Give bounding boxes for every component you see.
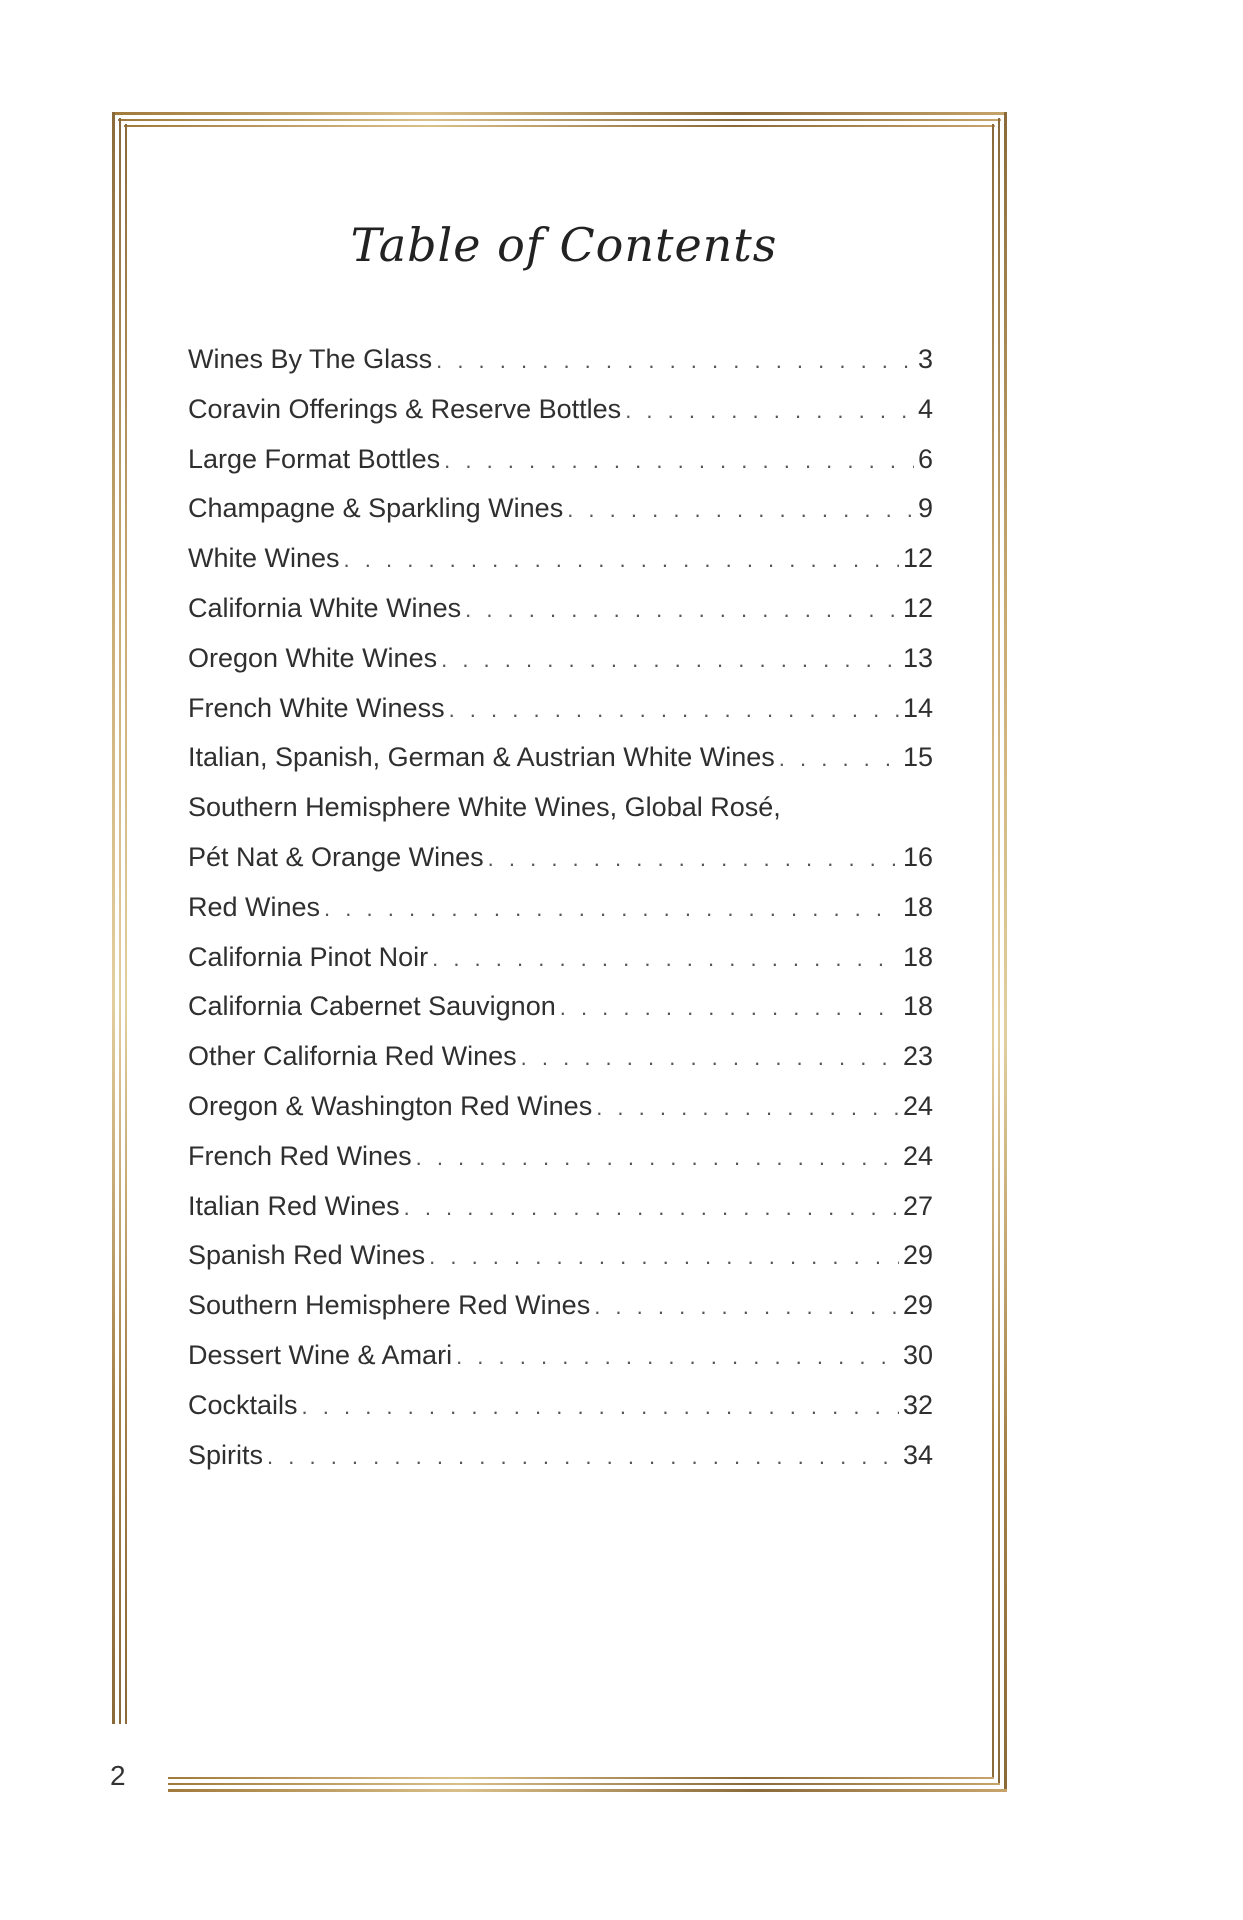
toc-entry-title: White Wines xyxy=(188,543,340,574)
toc-entry-page: 23 xyxy=(902,1041,933,1072)
toc-entry[interactable] xyxy=(188,335,933,385)
toc-entry-title: Champagne & Sparkling Wines xyxy=(188,493,564,524)
toc-entry-title: Southern Hemisphere White Wines, Global Rosé, xyxy=(188,792,781,823)
toc-dot-leader xyxy=(560,983,899,1033)
toc-entry[interactable] xyxy=(188,1182,933,1232)
toc-entry-title: Wines By The Glass xyxy=(188,344,433,374)
toc-dot-leader xyxy=(567,485,914,535)
toc-entry-page: 16 xyxy=(902,841,933,872)
toc-dot-leader xyxy=(344,535,899,585)
toc-dot-leader xyxy=(441,635,899,685)
toc-dot-leader xyxy=(416,1133,899,1183)
toc-entry-title: Cocktails xyxy=(188,1389,298,1420)
toc-entry-title: Italian Red Wines xyxy=(188,1190,400,1221)
page-title: Table of Contents xyxy=(350,218,778,272)
toc-entry-title: California Pinot Noir xyxy=(188,941,429,972)
toc-dot-leader xyxy=(302,1382,899,1432)
toc-entry-title: Dessert Wine & Amari xyxy=(188,1339,453,1370)
toc-entry-title: California Cabernet Sauvignon xyxy=(188,991,556,1022)
toc-entry-title: Southern Hemisphere Red Wines xyxy=(188,1290,591,1321)
toc-dot-leader xyxy=(521,1033,899,1083)
toc-entry[interactable] xyxy=(188,1231,933,1281)
toc-entry-title: French White Winess xyxy=(188,692,445,723)
toc-entry[interactable] xyxy=(188,484,933,534)
toc-entry[interactable] xyxy=(188,1082,933,1132)
toc-entry[interactable] xyxy=(188,1431,933,1481)
table-of-contents xyxy=(188,335,933,1480)
toc-entry-title: Coravin Offerings & Reserve Bottles xyxy=(188,393,622,424)
frame-right-line xyxy=(992,124,994,1778)
toc-entry-title: Red Wines xyxy=(188,891,321,922)
frame-left-line xyxy=(119,118,121,1724)
toc-dot-leader xyxy=(324,884,899,934)
frame-bottom-line xyxy=(168,1777,994,1779)
toc-entry[interactable] xyxy=(188,733,933,783)
toc-entry[interactable] xyxy=(188,933,933,983)
toc-dot-leader xyxy=(456,1332,899,1382)
toc-entry-page: 12 xyxy=(902,543,933,574)
toc-entry-page: 12 xyxy=(902,592,933,623)
toc-dot-leader xyxy=(436,336,914,386)
toc-entry-page: 4 xyxy=(917,393,933,424)
toc-entry-page: 30 xyxy=(902,1339,933,1370)
toc-entry[interactable] xyxy=(188,1032,933,1082)
toc-dot-leader xyxy=(596,1083,899,1133)
toc-entry-page: 15 xyxy=(902,742,933,773)
frame-top-line xyxy=(124,125,995,127)
toc-entry[interactable] xyxy=(188,833,933,883)
toc-entry-title: French Red Wines xyxy=(188,1140,412,1171)
toc-entry[interactable] xyxy=(188,1381,933,1431)
frame-top-line xyxy=(118,119,1001,121)
toc-dot-leader xyxy=(429,1232,899,1282)
toc-entry[interactable] xyxy=(188,584,933,634)
frame-left-line xyxy=(125,124,127,1724)
toc-entry[interactable] xyxy=(188,385,933,435)
toc-entry-title: Oregon & Washington Red Wines xyxy=(188,1090,593,1121)
toc-entry[interactable] xyxy=(188,435,933,485)
toc-entry[interactable] xyxy=(188,783,933,833)
toc-entry-page: 13 xyxy=(902,642,933,673)
toc-entry-page: 14 xyxy=(902,692,933,723)
toc-dot-leader xyxy=(267,1432,899,1482)
toc-entry-page: 34 xyxy=(902,1439,933,1470)
frame-bottom-line xyxy=(168,1783,1000,1785)
toc-entry-page: 24 xyxy=(902,1140,933,1171)
toc-entry-page: 6 xyxy=(917,443,933,474)
frame-right-line xyxy=(1004,112,1007,1790)
toc-dot-leader xyxy=(625,386,914,436)
toc-dot-leader xyxy=(432,934,899,984)
toc-entry-page: 29 xyxy=(902,1290,933,1321)
toc-entry[interactable] xyxy=(188,1331,933,1381)
page-number: 2 xyxy=(110,1760,126,1791)
toc-dot-leader xyxy=(594,1282,899,1332)
toc-entry[interactable] xyxy=(188,883,933,933)
toc-entry-page: 18 xyxy=(902,891,933,922)
toc-entry-page: 29 xyxy=(902,1240,933,1271)
frame-top-line xyxy=(112,112,1007,115)
frame-bottom-line xyxy=(168,1789,1007,1792)
toc-entry-page: 32 xyxy=(902,1389,933,1420)
toc-entry-title: Other California Red Wines xyxy=(188,1041,517,1072)
toc-entry[interactable] xyxy=(188,982,933,1032)
toc-entry-title: Spanish Red Wines xyxy=(188,1240,426,1271)
toc-entry-page: 3 xyxy=(917,344,933,374)
frame-right-line xyxy=(998,118,1000,1784)
toc-dot-leader xyxy=(449,685,899,735)
frame-left-line xyxy=(112,112,115,1724)
toc-entry-page: 18 xyxy=(902,991,933,1022)
toc-entry-page: 18 xyxy=(902,941,933,972)
toc-entry-title: Oregon White Wines xyxy=(188,642,438,673)
toc-entry[interactable] xyxy=(188,1132,933,1182)
toc-dot-leader xyxy=(488,834,899,884)
toc-entry-page: 24 xyxy=(902,1090,933,1121)
toc-entry-title: Italian, Spanish, German & Austrian White Wines xyxy=(188,742,775,773)
toc-entry-title: Large Format Bottles xyxy=(188,443,441,474)
toc-entry[interactable] xyxy=(188,1281,933,1331)
toc-dot-leader xyxy=(779,734,899,784)
toc-dot-leader xyxy=(444,436,914,486)
toc-entry[interactable] xyxy=(188,634,933,684)
toc-entry-title: California White Wines xyxy=(188,592,462,623)
toc-entry-page: 9 xyxy=(917,493,933,524)
toc-entry-title: Spirits xyxy=(188,1439,264,1470)
toc-dot-leader xyxy=(404,1183,899,1233)
toc-entry[interactable] xyxy=(188,534,933,584)
toc-entry-title: Pét Nat & Orange Wines xyxy=(188,841,484,872)
toc-dot-leader xyxy=(465,585,899,635)
toc-entry-page: 27 xyxy=(902,1190,933,1221)
toc-entry[interactable] xyxy=(188,684,933,734)
